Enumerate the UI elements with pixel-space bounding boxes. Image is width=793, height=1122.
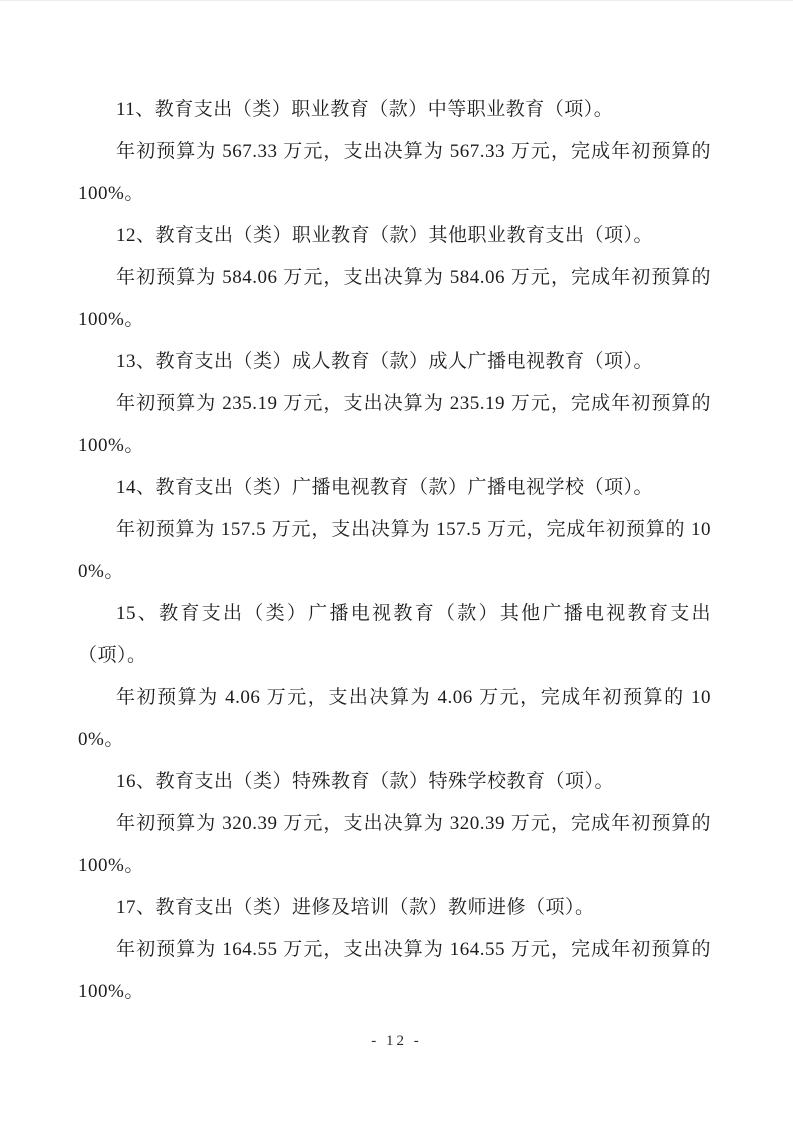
budget-item	[78, 341, 711, 467]
budget-item-title: 16、教育支出（类）特殊教育（款）特殊学校教育（项）。	[116, 771, 615, 792]
page-number: - 12 -	[371, 1033, 422, 1049]
budget-item-title: 15、教育支出（类）广播电视教育（款）其他广播电视教育支出（项）。	[78, 603, 711, 666]
budget-item	[78, 887, 711, 1013]
budget-item	[78, 467, 711, 593]
budget-item-detail: 年初预算为 157.5 万元，支出决算为 157.5 万元，完成年初预算的 100%。	[78, 519, 711, 582]
budget-item-detail: 年初预算为 235.19 万元，支出决算为 235.19 万元，完成年初预算的 100%。	[78, 393, 711, 456]
budget-item-detail: 年初预算为 4.06 万元，支出决算为 4.06 万元，完成年初预算的 100%。	[78, 687, 711, 750]
budget-item-title: 14、教育支出（类）广播电视教育（款）广播电视学校（项）。	[116, 477, 654, 498]
budget-item	[78, 593, 711, 761]
budget-item	[78, 215, 711, 341]
budget-item-detail: 年初预算为 164.55 万元，支出决算为 164.55 万元，完成年初预算的 100%。	[78, 939, 711, 1002]
budget-item-detail: 年初预算为 567.33 万元，支出决算为 567.33 万元，完成年初预算的 100%。	[78, 141, 711, 204]
budget-item-detail: 年初预算为 320.39 万元，支出决算为 320.39 万元，完成年初预算的 100%。	[78, 813, 711, 876]
budget-item-detail: 年初预算为 584.06 万元，支出决算为 584.06 万元，完成年初预算的 100%。	[78, 267, 711, 330]
document-content	[78, 89, 711, 1013]
budget-item-title: 12、教育支出（类）职业教育（款）其他职业教育支出（项）。	[116, 225, 654, 246]
budget-item	[78, 761, 711, 887]
budget-item-title: 17、教育支出（类）进修及培训（款）教师进修（项）。	[116, 897, 595, 918]
budget-item-title: 13、教育支出（类）成人教育（款）成人广播电视教育（项）。	[116, 351, 654, 372]
budget-item	[78, 89, 711, 215]
budget-item-title: 11、教育支出（类）职业教育（款）中等职业教育（项）。	[116, 99, 614, 120]
